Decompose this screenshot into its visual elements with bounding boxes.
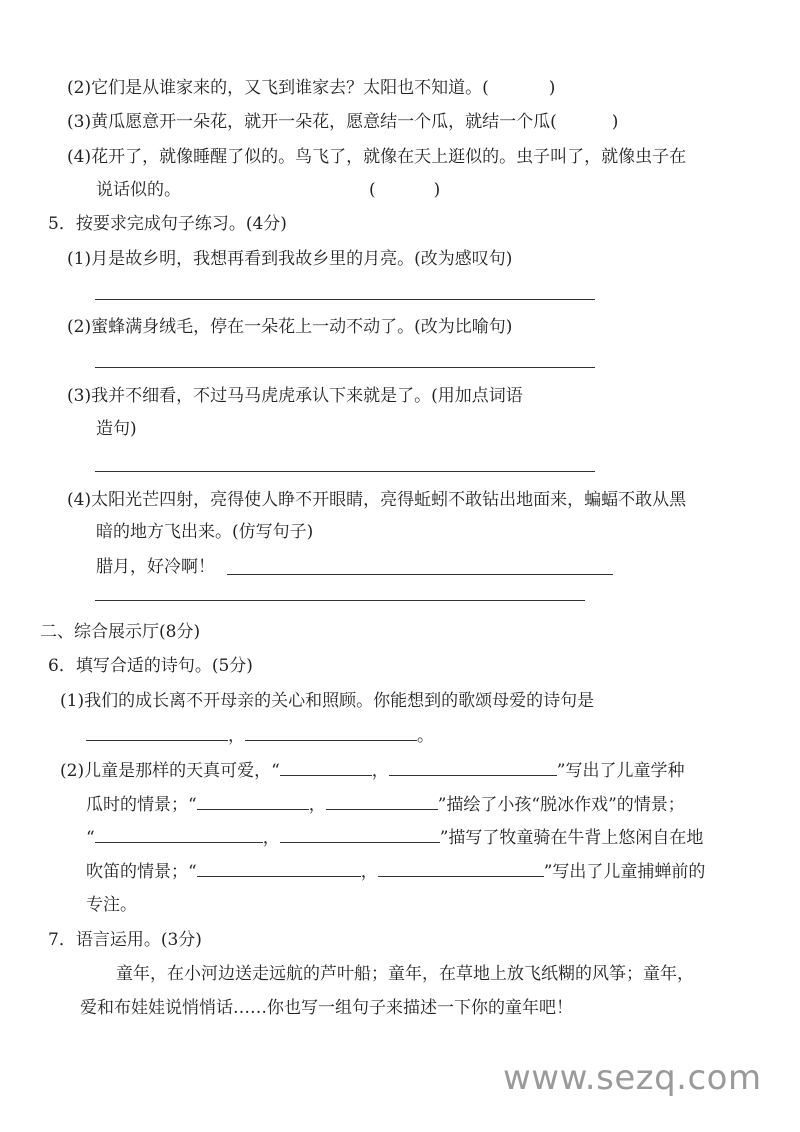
poem-blank[interactable] xyxy=(197,860,361,877)
answer-line[interactable] xyxy=(227,574,613,575)
item-text: 黄瓜愿意开一朵花，就开一朵花，愿意结一个瓜，就结一个瓜( xyxy=(91,112,557,132)
site-watermark: www.sezq.com xyxy=(503,1058,762,1098)
q4-item-3: (3)黄瓜愿意开一朵花，就开一朵花，愿意结一个瓜，就结一个瓜( ) xyxy=(67,112,619,132)
q6-item-1-blanks: ， 。 xyxy=(86,724,434,747)
item-text: 花开了，就像睡醒了似的。鸟飞了，就像在天上逛似的。虫子叫了，就像虫子在 xyxy=(91,147,687,167)
item-number: (4) xyxy=(67,147,92,167)
q5-item-1: (1)月是故乡明，我想再看到我故乡里的月亮。(改为感叹句) xyxy=(67,249,513,269)
q5-item-3-line1: (3)我并不细看，不过马马虎虎承认下来就是了。(用加点词语 xyxy=(67,386,523,406)
q5-item-4-line2: 暗的地方飞出来。(仿写句子) xyxy=(96,522,314,542)
item-text: 它们是从谁家来的，又飞到谁家去？太阳也不知道。( xyxy=(91,78,489,98)
poem-blank[interactable] xyxy=(389,759,557,776)
q4-item-2: (2)它们是从谁家来的，又飞到谁家去？太阳也不知道。( ) xyxy=(67,78,556,98)
q6-item-2-line3: “ ， ”描写了牧童骑在牛背上悠闲自在地 xyxy=(86,828,704,848)
q7-passage-line2: 爱和布娃娃说悄悄话……你也写一组句子来描述一下你的童年吧！ xyxy=(80,998,573,1018)
q5-item-3-line2: 造句) xyxy=(96,419,137,439)
q6-item-2-line5: 专注。 xyxy=(86,895,137,915)
poem-blank[interactable] xyxy=(86,724,228,741)
q7-passage-line1: 童年，在小河边送走远航的芦叶船；童年，在草地上放飞纸糊的风筝；童年， xyxy=(116,964,694,984)
q6-item-2-line1: (2)儿童是那样的天真可爱，“ ， ”写出了儿童学种 xyxy=(60,761,685,781)
poem-blank[interactable] xyxy=(280,826,440,843)
q5-item-4-line1: (4)太阳光芒四射，亮得使人睁不开眼睛，亮得蚯蚓不敢钻出地面来，蝙蝠不敢从黑 xyxy=(67,490,687,510)
poem-blank[interactable] xyxy=(95,826,263,843)
section-2-title: 二、综合展示厅(8分) xyxy=(40,622,201,642)
q6-item-2-line2: 瓜时的情景；“ ， ”描绘了小孩“脱冰作戏”的情景； xyxy=(86,795,685,815)
q6-item-1: (1)我们的成长离不开母亲的关心和照顾。你能想到的歌颂母爱的诗句是 xyxy=(60,691,595,711)
answer-line[interactable] xyxy=(95,299,595,300)
poem-blank[interactable] xyxy=(197,793,309,810)
q7-title: 7．语言运用。(3分) xyxy=(48,930,202,950)
q5-item-4-prompt: 腊月，好冷啊！ xyxy=(96,557,215,577)
answer-line[interactable] xyxy=(95,367,595,368)
poem-blank[interactable] xyxy=(326,793,438,810)
poem-blank[interactable] xyxy=(378,860,544,877)
q6-title: 6．填写合适的诗句。(5分) xyxy=(48,656,253,676)
poem-blank[interactable] xyxy=(280,759,372,776)
poem-blank[interactable] xyxy=(245,724,417,741)
q5-item-2: (2)蜜蜂满身绒毛，停在一朵花上一动不动了。(改为比喻句) xyxy=(67,317,513,337)
q4-item-4-line2: 说话似的。 ( ) xyxy=(96,180,441,200)
q5-title: 5．按要求完成句子练习。(4分) xyxy=(48,214,287,234)
item-number: (2) xyxy=(67,78,92,98)
q4-item-4-line1 xyxy=(67,146,686,168)
answer-line[interactable] xyxy=(95,471,595,472)
q6-item-2-line4: 吹笛的情景；“ ， ”写出了儿童捕蝉前的 xyxy=(86,862,706,882)
answer-line[interactable] xyxy=(95,600,585,601)
item-number: (3) xyxy=(67,112,92,132)
